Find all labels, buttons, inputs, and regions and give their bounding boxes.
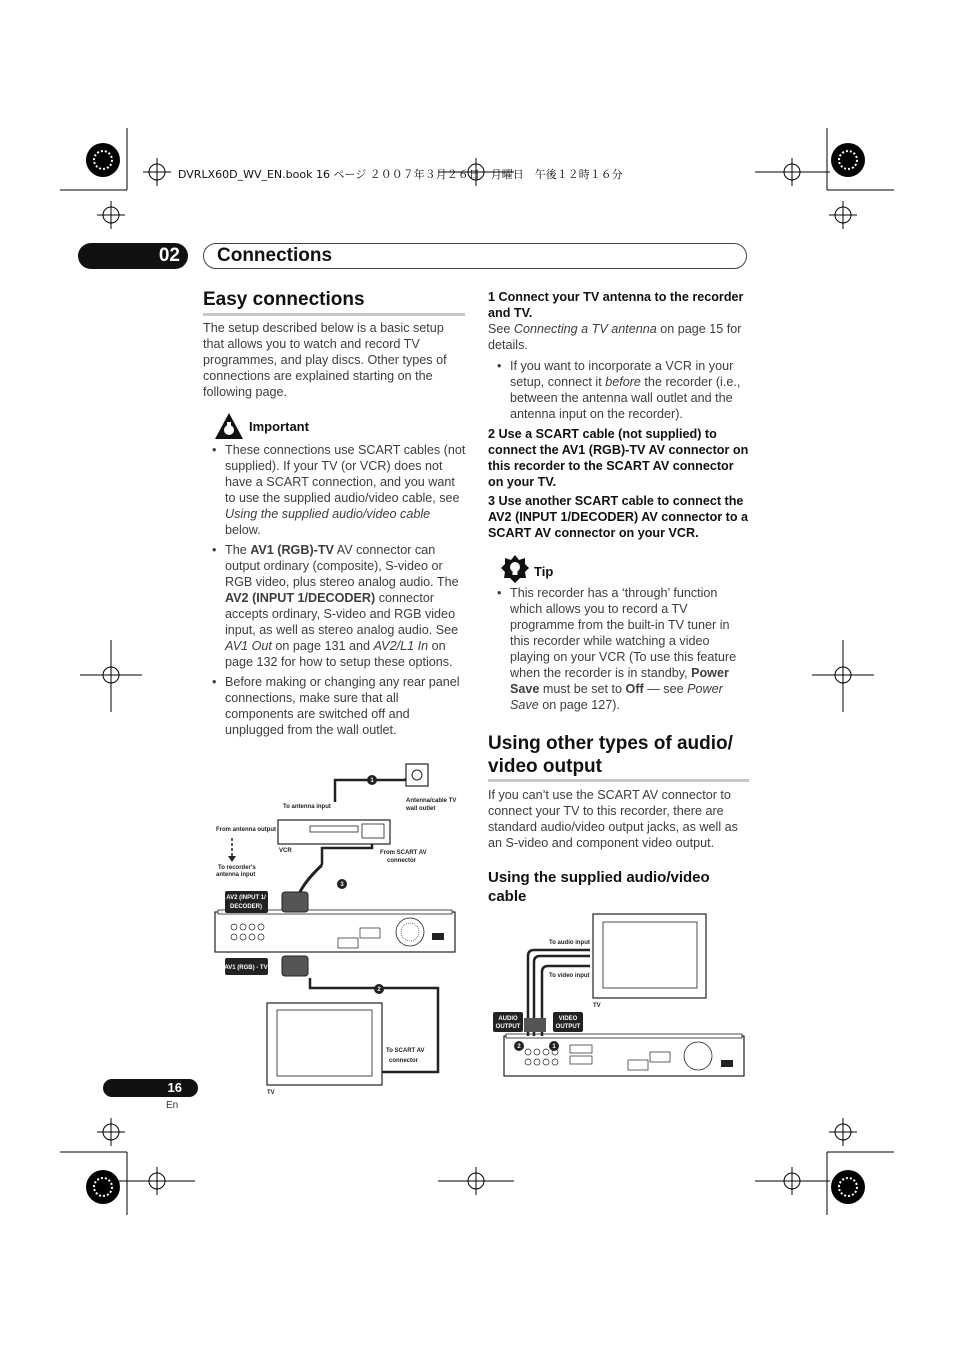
- page-language: En: [166, 1100, 179, 1111]
- callout-2: 2: [377, 987, 381, 993]
- label-to-recorders-2: antenna input: [216, 872, 256, 878]
- chapter-title: Connections: [217, 245, 333, 266]
- label-av2-2: DECODER): [229, 904, 263, 910]
- important-label: Important: [249, 419, 309, 434]
- chapter-header: [203, 243, 747, 269]
- starburst-mark-tr: [831, 143, 865, 177]
- supplied-cable-heading: Using the supplied audio/video cable: [488, 869, 710, 905]
- list-item: • This recorder has a ‘through’ function which allows you to record a TV programme from the built-in TV tuner in this recorder while watching a video playing on your VCR (To use this feature when the recorder is in standby, Power Save must be set to Off — see Power Save on page 127).: [488, 585, 750, 713]
- step-1-list: [488, 358, 750, 426]
- av-cable-diagram: [490, 910, 750, 1080]
- starburst-mark-br: [831, 1170, 865, 1204]
- list-item: • If you want to incorporate a VCR in your setup, connect it before the recorder (i.e., between the antenna wall outlet and the antenna input on the recorder).: [488, 358, 750, 422]
- step-1-heading: 1 Connect your TV antenna to the recorder and TV.: [488, 290, 744, 320]
- starburst-mark-bl: [86, 1170, 120, 1204]
- starburst-mark-tl: [86, 143, 120, 177]
- easy-intro: The setup described below is a basic setup that allows you to watch and record TV programmes, and play discs. Other types of connections are explained starting on the following page.: [203, 321, 447, 399]
- label-video-2: OUTPUT: [555, 1024, 581, 1030]
- label-wall-1: Antenna/cable TV: [406, 798, 457, 804]
- chapter-number: 02: [158, 245, 180, 266]
- tip-label: Tip: [534, 564, 554, 579]
- label-from-scart-2: connector: [387, 858, 417, 864]
- heading-rule: [488, 779, 749, 782]
- callout-2: 2: [517, 1044, 521, 1050]
- callout-1: 1: [552, 1044, 556, 1050]
- label-audio-2: OUTPUT: [495, 1024, 521, 1030]
- book-header: DVRLX60D_WV_EN.book 16 ページ ２００７年３月２６日 月曜日 午後１２時１６分: [178, 168, 623, 181]
- callout-1: 1: [370, 778, 374, 784]
- list-item: • The AV1 (RGB)-TV AV connector can output ordinary (composite), S-video or RGB video, plus stereo analog audio. The AV2 (INPUT 1/DECODER) connector accepts ordinary, S-video and RGB video input, as well as stereo analog audio. See AV1 Out on page 131 and AV2/L1 In on page 132 for how to setup these options.: [203, 542, 468, 670]
- label-to-scart-1: To SCART AV: [386, 1048, 425, 1054]
- heading-rule: [203, 313, 465, 316]
- step-1-text: See Connecting a TV antenna on page 15 for details.: [488, 322, 742, 352]
- label-tv: TV: [593, 1003, 601, 1009]
- important-list: [203, 442, 468, 742]
- label-audio-1: AUDIO: [498, 1016, 518, 1022]
- step-2-heading: 2 Use a SCART cable (not supplied) to connect the AV1 (RGB)-TV AV connector on this recorder to the SCART AV connector on your TV.: [488, 427, 749, 489]
- label-to-antenna-input: To antenna input: [283, 804, 331, 810]
- important-icon: [214, 412, 244, 440]
- label-to-recorders-1: To recorder's: [218, 865, 256, 871]
- list-item: • Before making or changing any rear panel connections, make sure that all components are switched off and unplugged from the wall outlet.: [203, 674, 468, 738]
- easy-connections-heading: Easy connections: [203, 289, 365, 310]
- other-outputs-heading: Using other types of audio/ video output: [488, 733, 733, 777]
- tip-list: [488, 585, 750, 717]
- page-number: 16: [167, 1080, 182, 1095]
- label-to-audio-input: To audio input: [549, 940, 590, 946]
- chapter-badge: [78, 243, 188, 269]
- label-vcr: VCR: [279, 848, 292, 854]
- label-tv: TV: [267, 1090, 275, 1096]
- tip-icon: [500, 554, 530, 584]
- callout-3: 3: [340, 882, 344, 888]
- label-av2-1: AV2 (INPUT 1/: [226, 895, 266, 901]
- label-av1: AV1 (RGB) - TV: [224, 965, 268, 971]
- page-number-badge: [103, 1079, 198, 1097]
- other-outputs-text: If you can’t use the SCART AV connector to connect your TV to this recorder, there are standard audio/video output jacks, as well as an S-video and component video output.: [488, 788, 738, 850]
- label-video-1: VIDEO: [558, 1016, 578, 1022]
- step-3-heading: 3 Use another SCART cable to connect the AV2 (INPUT 1/DECODER) AV connector to a SCART AV connector on your VCR.: [488, 494, 749, 540]
- label-from-scart-1: From SCART AV: [380, 850, 427, 856]
- label-to-scart-2: connector: [389, 1058, 419, 1064]
- label-wall-2: wall outlet: [406, 806, 436, 812]
- label-to-video-input: To video input: [549, 973, 590, 979]
- label-from-antenna-output: From antenna output: [216, 827, 276, 833]
- list-item: • These connections use SCART cables (not supplied). If your TV (or VCR) does not have a SCART connection, and you want to use the supplied audio/video cable, see Using the supplied audio/video cable below.: [203, 442, 468, 538]
- scart-connection-diagram: [210, 760, 468, 1100]
